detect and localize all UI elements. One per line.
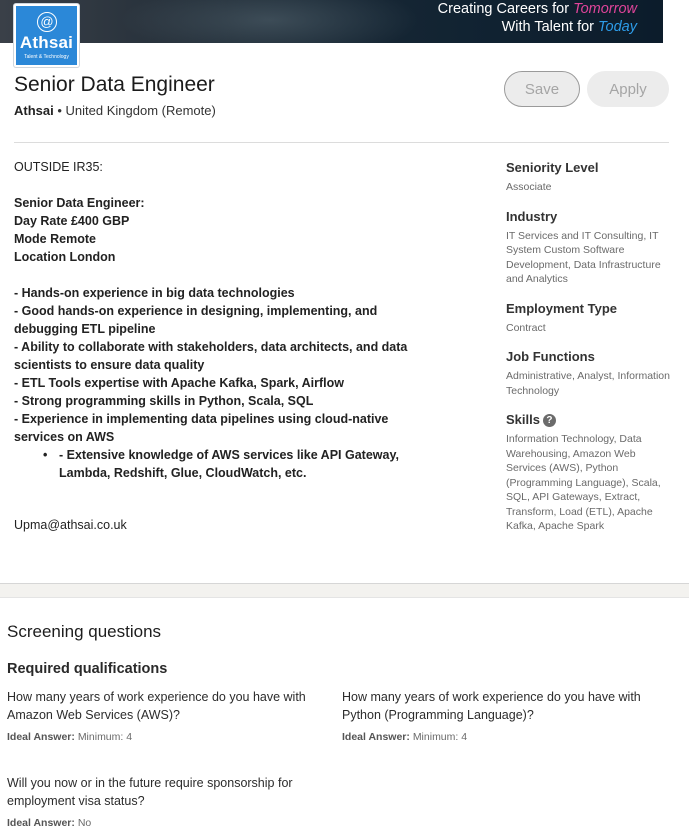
requirement-line: - Experience in implementing data pipelines using cloud-native services on AWS (14, 412, 389, 444)
ideal-answer: Ideal Answer: No (7, 817, 92, 829)
seniority-value: Associate (506, 181, 552, 193)
requirement-line: - Ability to collaborate with stakeholders, data architects, and data scientists to ensure data quality (14, 340, 408, 372)
seniority-label: Seniority Level (506, 160, 599, 175)
ir35-status: OUTSIDE IR35: (14, 160, 103, 174)
ideal-answer: Ideal Answer: Minimum: 4 (7, 731, 133, 743)
requirement-bullet-list (14, 446, 434, 482)
logo-name: Athsai (19, 33, 74, 52)
skills-heading (506, 412, 671, 428)
job-description (14, 158, 434, 534)
company-name[interactable]: Athsai (14, 103, 54, 118)
logo-tagline: Talent & Technology (24, 54, 69, 60)
question-text: How many years of work experience do you have with Amazon Web Services (AWS)? (7, 690, 306, 722)
skills-value: Information Technology, Data Warehousing, Amazon Web Services (AWS), Python (Programming Language), Scala, SQL, API Gateways, Extract, Transform, Load (ETL), Apache Kafka, Apache Spark (506, 433, 661, 532)
screening-question (7, 688, 317, 743)
employment-type-section (506, 301, 671, 336)
industry-label: Industry (506, 208, 558, 224)
ideal-answer: Ideal Answer: Minimum: 4 (342, 731, 468, 743)
summary-line: Location London (14, 250, 116, 264)
header-divider (14, 142, 669, 143)
employment-type-label: Employment Type (506, 300, 618, 316)
job-location: United Kingdom (Remote) (65, 103, 216, 118)
question-text: How many years of work experience do you have with Python (Programming Language)? (342, 690, 641, 722)
requirement-line: - Hands-on experience in big data technologies (14, 286, 295, 300)
question-text: Will you now or in the future require sponsorship for employment visa status? (7, 776, 293, 808)
requirement-line: - Good hands-on experience in designing, implementing, and debugging ETL pipeline (14, 304, 378, 336)
banner-glow (120, 0, 420, 43)
banner-line-2: With Talent for Today (501, 19, 637, 35)
job-title: Senior Data Engineer (14, 73, 215, 96)
summary-line: Day Rate £400 GBP (14, 214, 130, 228)
banner-line-1: Creating Careers for Tomorrow (437, 1, 637, 17)
skills-section (506, 412, 671, 534)
company-banner (0, 0, 663, 43)
screening-question (342, 688, 652, 743)
requirement-bullet: • - Extensive knowledge of AWS services like API Gateway, Lambda, Redshift, Glue, CloudWatch, etc. (59, 446, 434, 482)
industry-value: IT Services and IT Consulting, IT System Custom Software Development, Data Infrastructure and Analytics (506, 229, 661, 285)
requirement-line: - ETL Tools expertise with Apache Kafka, Spark, Airflow (14, 376, 344, 390)
screening-question (7, 774, 317, 829)
job-criteria-sidebar (506, 160, 671, 548)
contact-email[interactable]: Upma@athsai.co.uk (14, 518, 127, 532)
section-separator (0, 583, 689, 598)
requirement-line: - Strong programming skills in Python, Scala, SQL (14, 394, 314, 408)
industry-section (506, 209, 671, 287)
company-location-line (14, 103, 216, 118)
company-logo[interactable] (14, 4, 79, 67)
required-qualifications-title: Required qualifications (7, 661, 168, 677)
screening-questions-title: Screening questions (7, 622, 162, 641)
at-icon: @ (37, 12, 57, 32)
job-functions-section (506, 349, 671, 398)
job-functions-label: Job Functions (506, 349, 595, 364)
help-icon[interactable]: ? (543, 414, 556, 427)
separator-dot: • (57, 103, 62, 118)
skills-label: Skills (506, 412, 540, 427)
summary-line: Senior Data Engineer: (14, 196, 145, 210)
seniority-section (506, 160, 671, 195)
summary-line: Mode Remote (14, 232, 96, 246)
employment-type-value: Contract (506, 321, 546, 334)
save-button[interactable]: Save (504, 71, 580, 107)
apply-button[interactable]: Apply (587, 71, 669, 107)
job-functions-value: Administrative, Analyst, Information Technology (506, 370, 670, 397)
